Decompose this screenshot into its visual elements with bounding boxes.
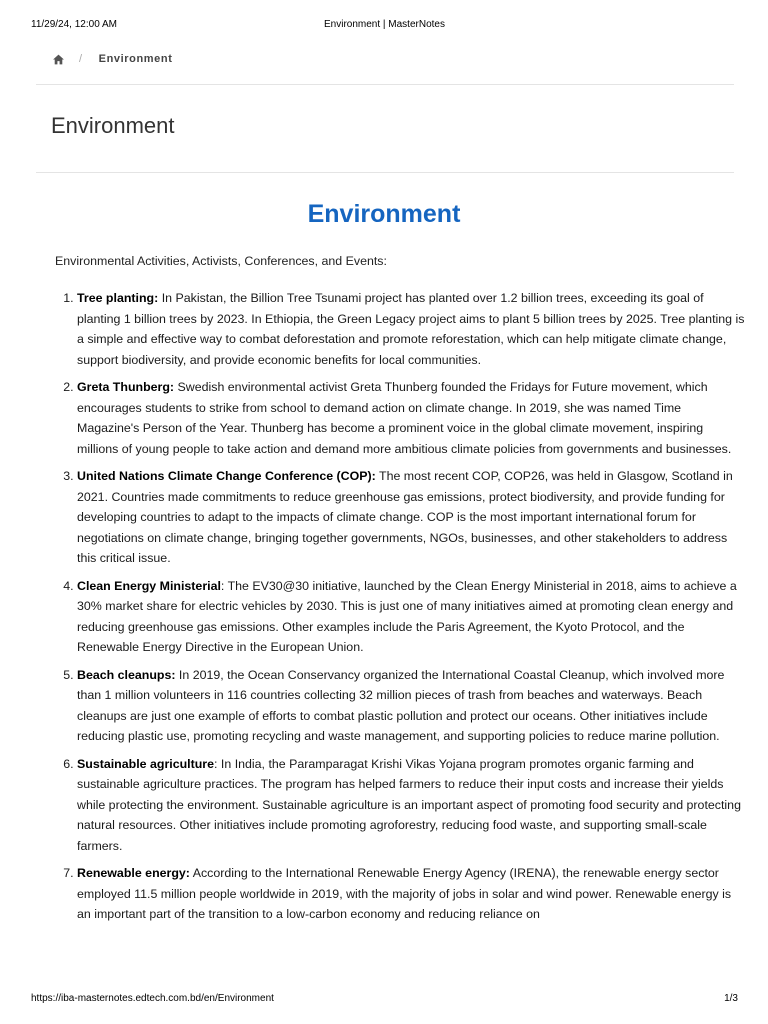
item-text: In 2019, the Ocean Conservancy organized the International Coastal Cleanup, which involved more than 1 million volunteers in 116 countries collecting 32 million pieces of trash from beaches and waterways. Beach cleanups are just one example of efforts to combat plastic pollution and protect our oceans. Other initiatives include reducing plastic use, promoting recycling and waste management, and supporting policies to reduce marine pollution. [77, 667, 725, 743]
divider [36, 172, 734, 173]
print-header [31, 19, 738, 33]
breadcrumb-separator: / [79, 53, 83, 65]
article-title: Environment [307, 200, 461, 228]
activities-list [55, 288, 745, 932]
page-title: Environment [51, 113, 175, 138]
home-icon[interactable] [52, 53, 65, 66]
item-term: United Nations Climate Change Conference (COP): [77, 469, 376, 483]
list-item [77, 576, 745, 658]
item-text: The most recent COP, COP26, was held in Glasgow, Scotland in 2021. Countries made commitments to reduce greenhouse gas emissions, protect biodiversity, and provide funding for developing countries to adapt to the impacts of climate change. COP is the most important international forum for negotiations on climate change, bringing together governments, NGOs, businesses, and other stakeholders to address this critical issue. [77, 469, 733, 565]
item-text: : In India, the Paramparagat Krishi Vikas Yojana program promotes organic farming and sustainable agriculture practices. The program has helped farmers to reduce their input costs and increase their yields while protecting the environment. Sustainable agriculture is an important aspect of promoting food security and protecting natural resources. Other initiatives include promoting agroforestry, reducing food waste, and supporting small-scale farmers. [77, 756, 741, 853]
item-text: According to the International Renewable Energy Agency (IRENA), the renewable energy sector employed 11.5 million people worldwide in 2019, with the majority of jobs in solar and wind power. Renewable energy is an important part of the transition to a low-carbon economy and reducing reliance on [77, 866, 732, 921]
item-term: Greta Thunberg: [77, 380, 175, 394]
item-text: Swedish environmental activist Greta Thunberg founded the Fridays for Future movement, which encourages students to strike from school to demand action on climate change. In 2019, she was named Time Magazine's Person of the Year. Thunberg has become a prominent voice in the global climate movement, inspiring millions of young people to take action and demand more ambitious climate policies from governments and businesses. [77, 380, 732, 456]
page-number: 1/3 [724, 993, 738, 1004]
print-timestamp: 11/29/24, 12:00 AM [31, 19, 117, 30]
item-text: : The EV30@30 initiative, launched by the Clean Energy Ministerial in 2018, aims to achieve a 30% market share for electric vehicles by 2030. This is just one of many initiatives aimed at promoting clean energy and reducing greenhouse gas emissions. Other examples include the Paris Agreement, the Kyoto Protocol, and the Renewable Energy Directive in the European Union. [77, 578, 737, 654]
item-term: Sustainable agriculture [77, 756, 215, 771]
breadcrumb-current[interactable]: Environment [98, 53, 173, 65]
list-item [77, 466, 745, 569]
print-url[interactable]: https://iba-masternotes.edtech.com.bd/en/Environment [31, 993, 274, 1004]
list-item [77, 754, 745, 857]
list-item [77, 863, 745, 925]
list-item [77, 665, 745, 747]
item-term: Renewable energy: [77, 866, 190, 880]
divider [36, 84, 734, 85]
list-item [77, 377, 745, 459]
breadcrumb [52, 51, 173, 67]
item-term: Beach cleanups: [77, 667, 176, 682]
item-term: Clean Energy Ministerial [77, 578, 221, 593]
list-item [77, 288, 745, 370]
item-term: Tree planting: [77, 291, 159, 305]
print-footer [31, 993, 738, 1007]
item-text: In Pakistan, the Billion Tree Tsunami project has planted over 1.2 billion trees, exceeding its goal of planting 1 billion trees by 2023. In Ethiopia, the Green Legacy project aims to plant 5 billion trees by 2025. Tree planting is a simple and effective way to combat deforestation and promote reforestation, which can help mitigate climate change, support biodiversity, and provide economic benefits for local communities. [77, 291, 745, 367]
article-intro: Environmental Activities, Activists, Conferences, and Events: [55, 254, 387, 268]
print-page-title: Environment | MasterNotes [324, 19, 445, 30]
